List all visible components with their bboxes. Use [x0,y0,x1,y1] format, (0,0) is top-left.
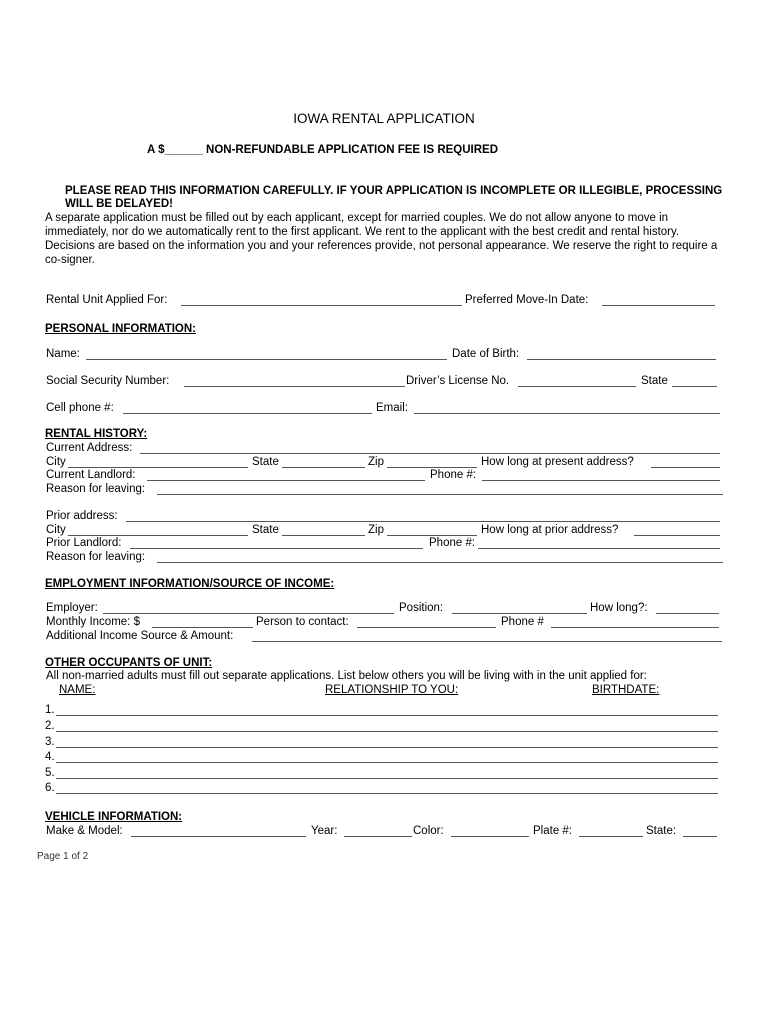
how-long-prior-label: How long at prior address? [481,524,619,536]
how-long-present-label: How long at present address? [481,456,634,468]
person-contact-label: Person to contact: [256,616,349,628]
warning-text: PLEASE READ THIS INFORMATION CAREFULLY. IF YOUR APPLICATION IS INCOMPLETE OR ILLEGIBLE, PROCESSING WILL BE DELAYED! [65,185,723,210]
rental-unit-field[interactable] [181,305,462,306]
ssn-field[interactable] [184,386,405,387]
prior-address-field[interactable] [126,521,720,522]
make-model-field[interactable] [131,836,306,837]
prior-state-label: State [252,524,279,536]
prior-zip-field[interactable] [387,535,477,536]
current-zip-field[interactable] [387,467,477,468]
prior-city-field[interactable] [68,535,248,536]
rental-history-heading: RENTAL HISTORY: [45,428,148,440]
dob-label: Date of Birth: [452,348,520,360]
state-label: State [252,456,279,468]
employer-phone-field[interactable] [551,627,719,628]
occupant-field-1[interactable] [56,715,718,716]
how-long-employed-field[interactable] [656,613,719,614]
fee-notice: A $______ NON-REFUNDABLE APPLICATION FEE IS REQUIRED [147,144,499,156]
current-landlord-field[interactable] [147,480,425,481]
how-long-employed-label: How long?: [590,602,648,614]
current-phone-field[interactable] [482,480,720,481]
how-long-present-field[interactable] [651,467,720,468]
ssn-label: Social Security Number: [46,375,170,387]
current-address-label: Current Address: [46,442,133,454]
dl-state-label: State [641,375,668,387]
prior-phone-label: Phone #: [429,537,476,549]
current-phone-label: Phone #: [430,469,477,481]
col-birthdate-header: BIRTHDATE: [592,684,660,696]
current-city-field[interactable] [68,467,248,468]
additional-income-label: Additional Income Source & Amount: [46,630,234,642]
zip-label: Zip [368,456,384,468]
occupant-field-4[interactable] [56,762,718,763]
prior-reason-field[interactable] [157,562,723,563]
occupant-row-2: 2. [45,720,55,732]
current-landlord-label: Current Landlord: [46,469,136,481]
year-field[interactable] [344,836,412,837]
employer-field[interactable] [103,613,394,614]
page-number: Page 1 of 2 [37,851,89,862]
occupant-field-6[interactable] [56,793,718,794]
dl-state-field[interactable] [672,386,717,387]
prior-state-field[interactable] [282,535,365,536]
occupant-row-6: 6. [45,782,55,794]
occupant-field-3[interactable] [56,747,718,748]
dob-field[interactable] [527,359,716,360]
email-label: Email: [376,402,408,414]
dl-label: Driver’s License No. [406,375,510,387]
color-label: Color: [413,825,444,837]
occupants-note: All non-married adults must fill out separate applications. List below others you will be living with in the unit applied for: [46,670,647,682]
name-label: Name: [46,348,80,360]
occupant-row-1: 1. [45,704,55,716]
reason-leaving-label: Reason for leaving: [46,483,146,495]
prior-reason-label: Reason for leaving: [46,551,146,563]
cell-label: Cell phone #: [46,402,114,414]
plate-field[interactable] [579,836,643,837]
prior-landlord-label: Prior Landlord: [46,537,122,549]
how-long-prior-field[interactable] [634,535,720,536]
vehicle-state-field[interactable] [683,836,717,837]
plate-label: Plate #: [533,825,572,837]
employment-heading: EMPLOYMENT INFORMATION/SOURCE OF INCOME: [45,578,335,590]
prior-zip-label: Zip [368,524,384,536]
vehicle-heading: VEHICLE INFORMATION: [45,811,183,823]
col-name-header: NAME: [59,684,96,696]
page-title: IOWA RENTAL APPLICATION [293,111,475,126]
position-field[interactable] [452,613,587,614]
current-address-field[interactable] [140,453,720,454]
dl-field[interactable] [518,386,636,387]
name-field[interactable] [86,359,447,360]
occupant-row-3: 3. [45,736,55,748]
email-field[interactable] [414,413,720,414]
vehicle-state-label: State: [646,825,677,837]
prior-address-label: Prior address: [46,510,118,522]
position-label: Position: [399,602,444,614]
person-contact-field[interactable] [357,627,496,628]
occupant-field-2[interactable] [56,731,718,732]
cell-field[interactable] [123,413,372,414]
make-model-label: Make & Model: [46,825,123,837]
occupant-row-4: 4. [45,751,55,763]
move-in-field[interactable] [602,305,715,306]
intro-paragraph: A separate application must be filled out by each applicant, except for married couples. We do not allow anyone to move in immediately, nor do we automatically rent to the first applicant. We rent to the applicant with the best credit and rental history. Decisions are based on the information you and your references provide, not personal appearance. We reserve the right to require a co-signer. [45,212,718,266]
monthly-income-field[interactable] [152,627,253,628]
current-state-field[interactable] [282,467,365,468]
move-in-label: Preferred Move-In Date: [465,294,589,306]
prior-landlord-field[interactable] [130,548,423,549]
occupant-row-5: 5. [45,767,55,779]
personal-heading: PERSONAL INFORMATION: [45,323,196,335]
additional-income-field[interactable] [252,641,722,642]
reason-leaving-field[interactable] [157,494,723,495]
prior-city-label: City [46,524,66,536]
occupant-field-5[interactable] [56,778,718,779]
city-label: City [46,456,66,468]
year-label: Year: [311,825,338,837]
col-relationship-header: RELATIONSHIP TO YOU: [325,684,459,696]
prior-phone-field[interactable] [478,548,720,549]
occupants-heading: OTHER OCCUPANTS OF UNIT: [45,657,213,669]
employer-label: Employer: [46,602,98,614]
employer-phone-label: Phone # [501,616,544,628]
monthly-income-label: Monthly Income: $ [46,616,140,628]
color-field[interactable] [451,836,529,837]
rental-unit-label: Rental Unit Applied For: [46,294,168,306]
